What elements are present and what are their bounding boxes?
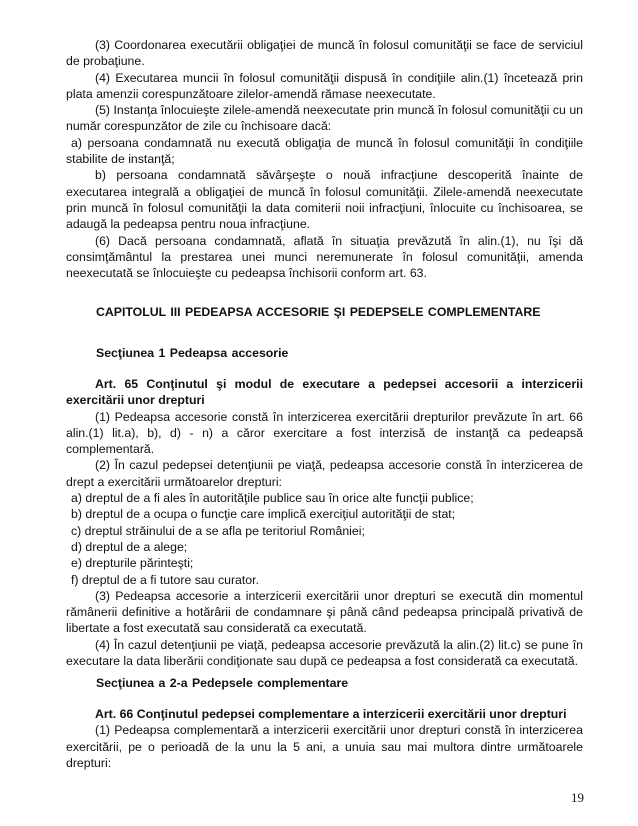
list-item: f) dreptul de a fi tutore sau curator.: [71, 572, 259, 587]
text-block-art64: [66, 37, 583, 281]
list-item: c) dreptul străinului de a se afla pe teritoriul României;: [71, 523, 365, 538]
paragraph: (4) Executarea muncii în folosul comunităţii dispusă în condiţiile alin.(1) încetează prin plata amenzii corespunzătoare zilelor-amendă rămase neexecutate.: [66, 70, 583, 101]
text-block-art66: [66, 706, 583, 771]
section-title: Secţiunea 1 Pedeapsa accesorie: [96, 346, 289, 360]
list-item: a) dreptul de a fi ales în autorităţile publice sau în orice alte funcţii publice;: [71, 491, 474, 506]
list-item: b) dreptul de a ocupa o funcţie care implică exerciţiul autorităţii de stat;: [71, 507, 456, 522]
section-title: Secţiunea a 2-a Pedepsele complementare: [96, 676, 349, 690]
article-title: Art. 66 Conţinutul pedepsei complementare a interzicerii exercitării unor drepturi: [95, 707, 567, 721]
chapter-title: CAPITOLUL III PEDEAPSA ACCESORIE ŞI PEDEPSELE COMPLEMENTARE: [96, 305, 541, 319]
paragraph: (2) În cazul pedepsei detenţiunii pe viaţă, pedeapsa accesorie constă în interzicerea de drept a exercitării următoarelor drepturi:: [66, 458, 583, 489]
list-item: e) drepturile părinteşti;: [71, 556, 194, 571]
paragraph: (3) Pedeapsa accesorie a interzicerii exercitării unor drepturi se execută din momentul rămânerii definitive a hotărârii de condamnare şi până când pedeapsa principală privativă de libertate a fost executată sau considerată ca executată.: [66, 588, 583, 636]
paragraph: a) persoana condamnată nu execută obligaţia de muncă în folosul comunităţii în condiţiile stabilite de instanţă;: [66, 135, 583, 167]
paragraph: (3) Coordonarea executării obligaţiei de muncă în folosul comunităţii se face de serviciul de probaţiune.: [66, 38, 583, 69]
paragraph: (4) În cazul detenţiunii pe viaţă, pedeapsa accesorie prevăzută la alin.(2) lit.c) se pune în executare la data liberării condiţionate sau după ce pedeapsa a fost considerată ca executată.: [66, 637, 583, 669]
paragraph: (1) Pedeapsa accesorie constă în interzicerea exercitării drepturilor prevăzute în art. 66 alin.(1) lit.a), b), d) - n) a căror exercitare a fost interzisă de instanţă ca pedeapsă complementară.: [66, 409, 583, 457]
page-number: 19: [571, 790, 584, 805]
list-item: d) dreptul de a alege;: [71, 539, 188, 554]
paragraph: (5) Instanţa înlocuieşte zilele-amendă neexecutate prin muncă în folosul comunităţii cu un număr corespunzător de zile cu închisoare dacă:: [66, 103, 583, 134]
paragraph: b) persoana condamnată săvârşeşte o nouă infracţiune descoperită înainte de executarea integrală a obligaţiei de muncă în folosul comunităţii. Zilele-amendă neexecutate prin muncă în folosul comunităţii la data comiterii noii infracţiuni, înlocuite cu închisoarea, se adaugă la pedeapsa pentru noua infracţiune.: [66, 168, 583, 232]
text-block-art65: [66, 376, 583, 669]
paragraph: (1) Pedeapsa complementară a interzicerii exercitării unor drepturi constă în interzicerea exercitării, pe o perioadă de la unu la 5 ani, a unuia sau mai multora dintre următoarele drepturi:: [66, 723, 583, 770]
article-title: Art. 65 Conţinutul şi modul de executare a pedepsei accesorii a interzicerii exercitării unor drepturi: [66, 377, 583, 408]
paragraph: (6) Dacă persoana condamnată, aflată în situaţia prevăzută în alin.(1), nu îşi dă consimţământul la prestarea unei munci neremunerate în folosul comunităţii, amenda neexecutată se înlocuieşte cu pedeapsa închisorii conform art. 63.: [66, 233, 583, 281]
